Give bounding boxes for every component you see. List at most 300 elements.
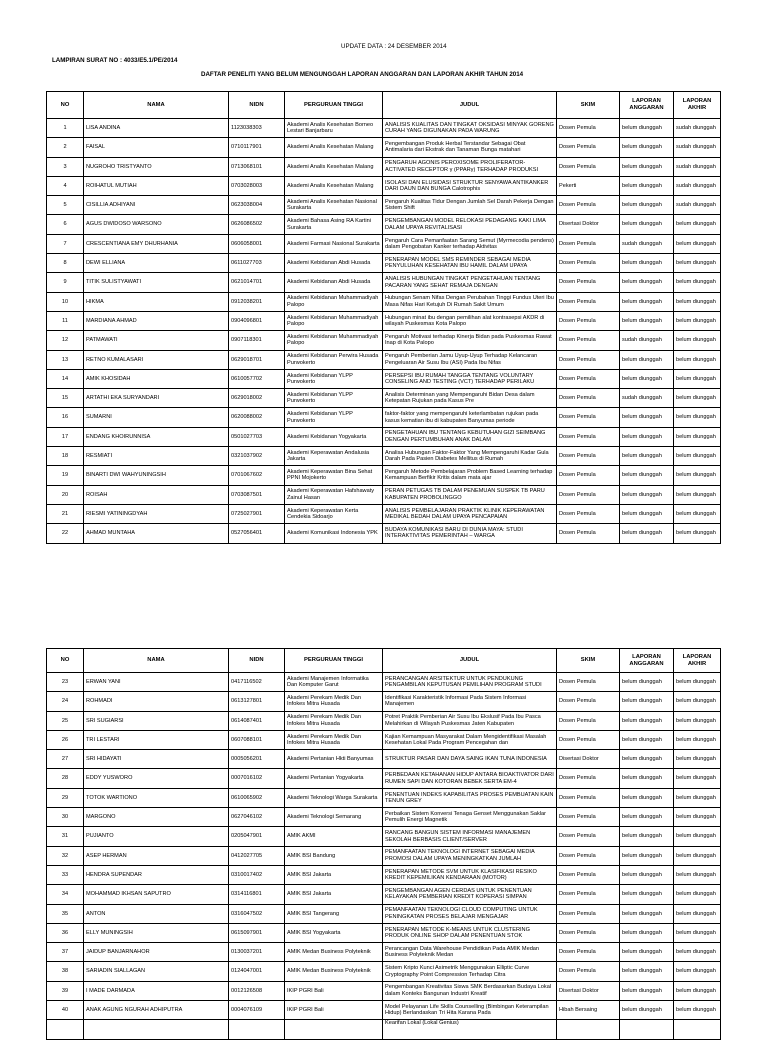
nidn-value: 0627046102 — [229, 808, 285, 827]
research-title: PERANCANGAN ARSITEKTUR UNTUK PENDUKUNG PENGAMBILAN KEPUTUSAN PEMILIHAN PROGRAM STUDI — [383, 673, 557, 692]
table-row — [47, 730, 721, 749]
research-title: PERSEPSI IBU RUMAH TANGGA TENTANG VOLUNTARY CONSELING AND TESTING (VCT) TERHADAP PERILAKU — [383, 369, 557, 388]
scheme-name: Dosen Pemula — [557, 157, 620, 176]
institution-name: IKIP PGRI Bali — [285, 1001, 383, 1020]
table-row — [47, 692, 721, 711]
researcher-name: AHMAD MUNTAHA — [84, 524, 229, 543]
researcher-name: HIKMA — [84, 292, 229, 311]
final-report-status: sudah diunggah — [674, 196, 721, 215]
researcher-name: SRI HIDAYATI — [84, 750, 229, 769]
final-report-status: belum diunggah — [674, 504, 721, 523]
nidn-value: 0004076109 — [229, 1001, 285, 1020]
final-report-status: sudah diunggah — [674, 157, 721, 176]
row-number: 40 — [47, 1001, 84, 1020]
final-report-status: belum diunggah — [674, 369, 721, 388]
institution-name: AMIK AKMI — [285, 827, 383, 846]
budget-report-status: belum diunggah — [620, 904, 674, 923]
research-title: Kearifan Lokal (Lokal Genius) — [383, 1020, 557, 1039]
table-row — [47, 350, 721, 369]
scheme-name: Dosen Pemula — [557, 350, 620, 369]
budget-report-status: belum diunggah — [620, 466, 674, 485]
institution-name: Akademi Analis Kesehatan Borneo Lestari Banjarbaru — [285, 119, 383, 138]
budget-report-status: belum diunggah — [620, 808, 674, 827]
researcher-name: CISILLIA ADHIYANI — [84, 196, 229, 215]
final-report-status: belum diunggah — [674, 962, 721, 981]
final-report-status: belum diunggah — [674, 692, 721, 711]
table-row — [47, 369, 721, 388]
final-report-status: belum diunggah — [674, 466, 721, 485]
table-row — [47, 215, 721, 234]
research-title: Pengaruh Pemberian Jamu Uyup-Uyup Terhadap Kelancaran Pengeluaran Air Susu Ibu (ASI) Pada Ibu Nifas — [383, 350, 557, 369]
nidn-value: 0412027705 — [229, 846, 285, 865]
table-cell — [285, 1020, 383, 1039]
row-number: 21 — [47, 504, 84, 523]
budget-report-status: belum diunggah — [620, 485, 674, 504]
col-judul: JUDUL — [383, 649, 557, 673]
row-number: 24 — [47, 692, 84, 711]
final-report-status: sudah diunggah — [674, 119, 721, 138]
table-row — [47, 673, 721, 692]
institution-name: Akademi Kebidanan Muhammadiyah Palopo — [285, 311, 383, 330]
table-row — [47, 138, 721, 157]
budget-report-status: belum diunggah — [620, 447, 674, 466]
nidn-value: 0611027703 — [229, 254, 285, 273]
table-row — [47, 408, 721, 427]
nidn-value: 0321037902 — [229, 447, 285, 466]
research-title: Pengaruh Cara Pemanfaatan Sarang Semut (Myrmecodia pendens) dalam Pengobatan Kanker terhadap Aktivitas — [383, 234, 557, 253]
final-report-status: belum diunggah — [674, 769, 721, 788]
nidn-value: 0629018701 — [229, 350, 285, 369]
research-title: PEMANFAATAN TEKNOLOGI INTERNET SEBAGAI MEDIA PROMOSI DALAM UPAYA MENINGKATKAN JUMLAH — [383, 846, 557, 865]
budget-report-status: belum diunggah — [620, 981, 674, 1000]
final-report-status: belum diunggah — [674, 904, 721, 923]
researcher-name: ASEP HERMAN — [84, 846, 229, 865]
col-judul: JUDUL — [383, 92, 557, 119]
scheme-name: Dosen Pemula — [557, 865, 620, 884]
scheme-name: Dosen Pemula — [557, 692, 620, 711]
row-number: 33 — [47, 865, 84, 884]
research-title: PENGEMBANGAN MODEL RELOKASI PEDAGANG KAKI LIMA DALAM UPAYA REVITALISASI — [383, 215, 557, 234]
research-title: Pengembangan Produk Herbal Terstandar Sebagai Obat Antimalaria dari Ekstrak dan Tanaman Bunga matahari — [383, 138, 557, 157]
institution-name: Akademi Komunikasi Indonesia YPK — [285, 524, 383, 543]
table-row — [47, 485, 721, 504]
budget-report-status: sudah diunggah — [620, 331, 674, 350]
row-number: 3 — [47, 157, 84, 176]
table-row — [47, 427, 721, 446]
researcher-name: BINARTI DWI WAHYUNINGSIH — [84, 466, 229, 485]
col-perguruan-tinggi: PERGURUAN TINGGI — [285, 92, 383, 119]
researcher-name: RESMIATI — [84, 447, 229, 466]
nidn-value: 0501027703 — [229, 427, 285, 446]
nidn-value: 0713068101 — [229, 157, 285, 176]
budget-report-status: belum diunggah — [620, 524, 674, 543]
table-row — [47, 1001, 721, 1020]
row-number: 11 — [47, 311, 84, 330]
col-nama: NAMA — [84, 649, 229, 673]
final-report-status: belum diunggah — [674, 943, 721, 962]
researcher-name: MARGONO — [84, 808, 229, 827]
col-nama: NAMA — [84, 92, 229, 119]
scheme-name: Dosen Pemula — [557, 311, 620, 330]
nidn-value: 0703087501 — [229, 485, 285, 504]
table-row — [47, 292, 721, 311]
nidn-value: 0610057702 — [229, 369, 285, 388]
scheme-name: Dosen Pemula — [557, 138, 620, 157]
final-report-status: belum diunggah — [674, 331, 721, 350]
nidn-value: 0007016102 — [229, 769, 285, 788]
research-title: PEMANFAATAN TEKNOLOGI CLOUD COMPUTING UNTUK PENINGKATAN PROSES BELAJAR MENGAJAR — [383, 904, 557, 923]
budget-report-status: belum diunggah — [620, 273, 674, 292]
scheme-name: Dosen Pemula — [557, 369, 620, 388]
nidn-value: 0310017402 — [229, 865, 285, 884]
row-number: 20 — [47, 485, 84, 504]
table-cell — [84, 1020, 229, 1039]
budget-report-status: belum diunggah — [620, 176, 674, 195]
row-number: 34 — [47, 885, 84, 904]
researcher-name: ANTON — [84, 904, 229, 923]
scheme-name: Dosen Pemula — [557, 827, 620, 846]
scheme-name: Dosen Pemula — [557, 524, 620, 543]
row-number: 10 — [47, 292, 84, 311]
researcher-name: TOTOK WARTIONO — [84, 788, 229, 807]
table-row — [47, 885, 721, 904]
nidn-value: 0614087401 — [229, 711, 285, 730]
budget-report-status: belum diunggah — [620, 408, 674, 427]
nidn-value: 0527056401 — [229, 524, 285, 543]
institution-name: Akademi Pertanian Hkti Banyumas — [285, 750, 383, 769]
scheme-name: Dosen Pemula — [557, 447, 620, 466]
institution-name: Akademi Kebidanan YLPP Purwokerto — [285, 369, 383, 388]
row-number: 4 — [47, 176, 84, 195]
final-report-status: belum diunggah — [674, 408, 721, 427]
col-laporan-anggaran: LAPORAN ANGGARAN — [620, 649, 674, 673]
institution-name: Akademi Perekam Medik Dan Infokes Mitra Husada — [285, 692, 383, 711]
table-row — [47, 254, 721, 273]
table-row — [47, 962, 721, 981]
institution-name: Akademi Farmasi Nasional Surakarta — [285, 234, 383, 253]
col-perguruan-tinggi: PERGURUAN TINGGI — [285, 649, 383, 673]
col-laporan-akhir: LAPORAN AKHIR — [674, 649, 721, 673]
nidn-value: 0615097901 — [229, 923, 285, 942]
budget-report-status: sudah diunggah — [620, 389, 674, 408]
table-row — [47, 711, 721, 730]
institution-name: Akademi Perekam Medik Dan Infokes Mitra Husada — [285, 730, 383, 749]
budget-report-status: belum diunggah — [620, 119, 674, 138]
researcher-name: NUGROHO TRISTYANTO — [84, 157, 229, 176]
budget-report-status: belum diunggah — [620, 292, 674, 311]
scheme-name: Dosen Pemula — [557, 962, 620, 981]
update-date: UPDATE DATA : 24 DESEMBER 2014 — [341, 43, 447, 50]
researcher-name: ROIHATUL MUTIAH — [84, 176, 229, 195]
scheme-name: Dosen Pemula — [557, 273, 620, 292]
research-title: ISOLASI DAN ELUSIDASI STRUKTUR SENYAWA ANTIKANKER DARI DAUN DAN BUNGA Calotrophis — [383, 176, 557, 195]
final-report-status: belum diunggah — [674, 846, 721, 865]
table-row — [47, 234, 721, 253]
budget-report-status: belum diunggah — [620, 504, 674, 523]
institution-name: Akademi Kebidanan Perwira Husada Purwokerto — [285, 350, 383, 369]
table-row — [47, 157, 721, 176]
budget-report-status: belum diunggah — [620, 865, 674, 884]
scheme-name: Disertasi Doktor — [557, 750, 620, 769]
final-report-status: belum diunggah — [674, 311, 721, 330]
budget-report-status: belum diunggah — [620, 962, 674, 981]
research-title: Potret Praktik Pemberian Air Susu Ibu Ekslusif Pada Ibu Pasca Melahirkan di Wilayah Puskesmas Jaten Kabupaten — [383, 711, 557, 730]
researcher-name: ROISAH — [84, 485, 229, 504]
institution-name: AMIK Medan Business Polyteknik — [285, 943, 383, 962]
budget-report-status: belum diunggah — [620, 788, 674, 807]
institution-name: AMIK BSI Jakarta — [285, 885, 383, 904]
scheme-name: Dosen Pemula — [557, 904, 620, 923]
final-report-status: belum diunggah — [674, 447, 721, 466]
institution-name: Akademi Analis Kesehatan Nasional Surakarta — [285, 196, 383, 215]
table-cell — [229, 1020, 285, 1039]
final-report-status: belum diunggah — [674, 215, 721, 234]
scheme-name: Dosen Pemula — [557, 673, 620, 692]
row-number: 23 — [47, 673, 84, 692]
final-report-status: sudah diunggah — [674, 176, 721, 195]
institution-name: IKIP PGRI Bali — [285, 981, 383, 1000]
scheme-name: Dosen Pemula — [557, 466, 620, 485]
row-number: 27 — [47, 750, 84, 769]
institution-name: Akademi Analis Kesehatan Malang — [285, 176, 383, 195]
nidn-value: 0904096801 — [229, 311, 285, 330]
table-row — [47, 176, 721, 195]
row-number: 37 — [47, 943, 84, 962]
researcher-name: ELLY MUNINGSIH — [84, 923, 229, 942]
researcher-name: MARDIANA AHMAD — [84, 311, 229, 330]
nidn-value: 0912038201 — [229, 292, 285, 311]
nidn-value: 0012126508 — [229, 981, 285, 1000]
scheme-name: Dosen Pemula — [557, 389, 620, 408]
research-title: Sistem Kripto Kunci Asimetrik Menggunakan Elliptic Curve Cryptography Point Compression Terhadap Citra — [383, 962, 557, 981]
institution-name: Akademi Keperawatan Bina Sehat PPNI Mojokerto — [285, 466, 383, 485]
nidn-value: 0629018002 — [229, 389, 285, 408]
research-title: ANALISIS KUALITAS DAN TINGKAT OKSIDASI MINYAK GORENG CURAH YANG DIGUNAKAN PADA WARUNG — [383, 119, 557, 138]
scheme-name: Dosen Pemula — [557, 730, 620, 749]
col-no: NO — [47, 649, 84, 673]
research-title: RANCANG BANGUN SISTEM INFORMASI MANAJEMEN SEKOLAH BERBASIS CLIENT/SERVER — [383, 827, 557, 846]
researcher-name: ENDANG KHOIRUNNISA — [84, 427, 229, 446]
row-number: 12 — [47, 331, 84, 350]
row-number: 28 — [47, 769, 84, 788]
table-row — [47, 466, 721, 485]
col-skim: SKIM — [557, 649, 620, 673]
scheme-name: Disertasi Doktor — [557, 981, 620, 1000]
document-title: DAFTAR PENELITI YANG BELUM MENGUNGGAH LAPORAN ANGGARAN DAN LAPORAN AKHIR TAHUN 2014 — [201, 71, 524, 78]
researcher-name: SARIADIN SIALLAGAN — [84, 962, 229, 981]
table-row — [47, 923, 721, 942]
institution-name: Akademi Teknologi Semarang — [285, 808, 383, 827]
researcher-name: ROHMADI — [84, 692, 229, 711]
research-title: Perbaikan Sistem Konversi Tenaga Genset Menggunakan Saklar Pemulih Energi Magnetik — [383, 808, 557, 827]
row-number: 2 — [47, 138, 84, 157]
researcher-name: PATMAWATI — [84, 331, 229, 350]
final-report-status: belum diunggah — [674, 673, 721, 692]
scheme-name: Dosen Pemula — [557, 504, 620, 523]
scheme-name: Disertasi Doktor — [557, 215, 620, 234]
budget-report-status: belum diunggah — [620, 750, 674, 769]
research-title: BUDAYA KOMUNIKASI BARU DI DUNIA MAYA: STUDI INTERAKTIVITAS PEMERINTAH – WARGA — [383, 524, 557, 543]
research-title: Kajian Kemampuan Masyarakat Dalam Mengidentifikasi Masalah Kesehatan Lokal Pada Program Pencegahan dan — [383, 730, 557, 749]
nidn-value: 0124047001 — [229, 962, 285, 981]
final-report-status: belum diunggah — [674, 750, 721, 769]
table-row — [47, 273, 721, 292]
table-row — [47, 943, 721, 962]
table-row — [47, 331, 721, 350]
final-report-status: belum diunggah — [674, 234, 721, 253]
row-number: 30 — [47, 808, 84, 827]
table-row — [47, 769, 721, 788]
final-report-status: belum diunggah — [674, 923, 721, 942]
row-number: 16 — [47, 408, 84, 427]
scheme-name: Dosen Pemula — [557, 234, 620, 253]
row-number: 26 — [47, 730, 84, 749]
table-row — [47, 389, 721, 408]
budget-report-status: belum diunggah — [620, 923, 674, 942]
institution-name: Akademi Keperawatan Hafshawaty Zainul Hasan — [285, 485, 383, 504]
table-row — [47, 119, 721, 138]
institution-name: Akademi Perekam Medik Dan Infokes Mitra Husada — [285, 711, 383, 730]
table-cell — [47, 1020, 84, 1039]
institution-name: AMIK BSI Tangerang — [285, 904, 383, 923]
nidn-value: 0613127801 — [229, 692, 285, 711]
budget-report-status: belum diunggah — [620, 711, 674, 730]
research-title: PENGARUH AGONIS PEROXISOME PROLIFERATOR-ACTIVATED RECEPTOR γ (PPARγ) TERHADAP PRODUKSI — [383, 157, 557, 176]
research-title: Pengaruh Kualitas Tidur Dengan Jumlah Sel Darah Pekerja Dengan Sistem Shift — [383, 196, 557, 215]
scheme-name: Dosen Pemula — [557, 788, 620, 807]
row-number: 35 — [47, 904, 84, 923]
table-row — [47, 981, 721, 1000]
scheme-name: Pekerti — [557, 176, 620, 195]
row-number: 15 — [47, 389, 84, 408]
institution-name: Akademi Analis Kesehatan Malang — [285, 157, 383, 176]
budget-report-status: belum diunggah — [620, 215, 674, 234]
nidn-value: 0703028003 — [229, 176, 285, 195]
budget-report-status: belum diunggah — [620, 673, 674, 692]
institution-name: Akademi Bahasa Asing RA Kartini Surakarta — [285, 215, 383, 234]
budget-report-status: belum diunggah — [620, 427, 674, 446]
researcher-table-2 — [46, 648, 721, 1040]
institution-name: AMIK BSI Yogyakarta — [285, 923, 383, 942]
researcher-name: HENDRA SUPENDAR — [84, 865, 229, 884]
table-cell — [620, 1020, 674, 1039]
researcher-name: AMIK KHOSIDAH — [84, 369, 229, 388]
row-number: 18 — [47, 447, 84, 466]
header-row — [47, 92, 721, 119]
final-report-status: belum diunggah — [674, 485, 721, 504]
row-number: 13 — [47, 350, 84, 369]
research-title: faktor-faktor yang mempengaruhi keterlambatan rujukan pada kasus kematian ibu di kabupaten Banyumas periode — [383, 408, 557, 427]
final-report-status: belum diunggah — [674, 788, 721, 807]
row-number: 25 — [47, 711, 84, 730]
row-number: 6 — [47, 215, 84, 234]
nidn-value: 0623038004 — [229, 196, 285, 215]
institution-name: Akademi Pertanian Yogyakarta — [285, 769, 383, 788]
research-title: Pengembangan Kreativitas Siswa SMK Berdasarkan Budaya Lokal dalam Konteks Bangunan Industri Kreatif — [383, 981, 557, 1000]
table-row — [47, 196, 721, 215]
scheme-name: Hibah Bersaing — [557, 1001, 620, 1020]
scheme-name: Dosen Pemula — [557, 408, 620, 427]
row-number: 32 — [47, 846, 84, 865]
row-number: 7 — [47, 234, 84, 253]
nidn-value: 0005056201 — [229, 750, 285, 769]
row-number: 22 — [47, 524, 84, 543]
researcher-name: EDDY YUSWORO — [84, 769, 229, 788]
research-title: Perancangan Data Warehouse Pendidikan Pada AMIK Medan Business Polyteknik Medan — [383, 943, 557, 962]
nidn-value: 0314116801 — [229, 885, 285, 904]
budget-report-status: belum diunggah — [620, 1001, 674, 1020]
scheme-name: Dosen Pemula — [557, 254, 620, 273]
researcher-name: AGUS DWIDOSO WARSONO — [84, 215, 229, 234]
final-report-status: belum diunggah — [674, 808, 721, 827]
research-title: PENERAPAN MODEL SMS REMINDER SEBAGAI MEDIA PENYULUHAN KESEHATAN IBU HAMIL DALAM UPAYA — [383, 254, 557, 273]
budget-report-status: belum diunggah — [620, 943, 674, 962]
budget-report-status: belum diunggah — [620, 311, 674, 330]
nidn-value: 0907118301 — [229, 331, 285, 350]
researcher-name: SUMARNI — [84, 408, 229, 427]
col-nidn: NIDN — [229, 92, 285, 119]
final-report-status: belum diunggah — [674, 885, 721, 904]
table-row — [47, 808, 721, 827]
table-row — [47, 904, 721, 923]
scheme-name: Dosen Pemula — [557, 119, 620, 138]
research-title: Analisa Hubungan Faktor-Faktor Yang Mempengaruhi Kadar Gula Darah Pada Pasien Diabetes Mellitus di Rumah — [383, 447, 557, 466]
final-report-status: belum diunggah — [674, 981, 721, 1000]
table-row — [47, 846, 721, 865]
researcher-name: ARTATHI EKA SURYANDARI — [84, 389, 229, 408]
institution-name: Akademi Kebidanan YLPP Purwokerto — [285, 389, 383, 408]
header-row — [47, 649, 721, 673]
row-number: 9 — [47, 273, 84, 292]
table-row — [47, 447, 721, 466]
scheme-name: Dosen Pemula — [557, 846, 620, 865]
scheme-name: Dosen Pemula — [557, 331, 620, 350]
budget-report-status: belum diunggah — [620, 196, 674, 215]
final-report-status: belum diunggah — [674, 427, 721, 446]
budget-report-status: belum diunggah — [620, 692, 674, 711]
scheme-name: Dosen Pemula — [557, 769, 620, 788]
researcher-name: CRESCENTIANA EMY DHURHANIA — [84, 234, 229, 253]
researcher-table-1 — [46, 91, 721, 544]
row-number: 19 — [47, 466, 84, 485]
col-skim: SKIM — [557, 92, 620, 119]
nidn-value: 0725027901 — [229, 504, 285, 523]
table-row — [47, 311, 721, 330]
research-title: Pengaruh Metode Pembelajaran Problem Based Learning terhadap Kemampuan Berfikir Kritis dalam mata ajar — [383, 466, 557, 485]
nidn-value: 0205047901 — [229, 827, 285, 846]
institution-name: AMIK BSI Bandung — [285, 846, 383, 865]
table-cell — [557, 1020, 620, 1039]
final-report-status: belum diunggah — [674, 273, 721, 292]
budget-report-status: belum diunggah — [620, 885, 674, 904]
scheme-name: Dosen Pemula — [557, 485, 620, 504]
final-report-status: belum diunggah — [674, 1001, 721, 1020]
budget-report-status: belum diunggah — [620, 350, 674, 369]
final-report-status: belum diunggah — [674, 865, 721, 884]
table-cell — [674, 1020, 721, 1039]
scheme-name: Dosen Pemula — [557, 943, 620, 962]
table-row-partial — [47, 1020, 721, 1039]
table-row — [47, 788, 721, 807]
table-row — [47, 524, 721, 543]
researcher-name: PUJIANTO — [84, 827, 229, 846]
final-report-status: belum diunggah — [674, 524, 721, 543]
row-number: 1 — [47, 119, 84, 138]
nidn-value: 1123038303 — [229, 119, 285, 138]
row-number: 14 — [47, 369, 84, 388]
nidn-value: 0621014701 — [229, 273, 285, 292]
institution-name: Akademi Kebidanan Abdi Husada — [285, 273, 383, 292]
